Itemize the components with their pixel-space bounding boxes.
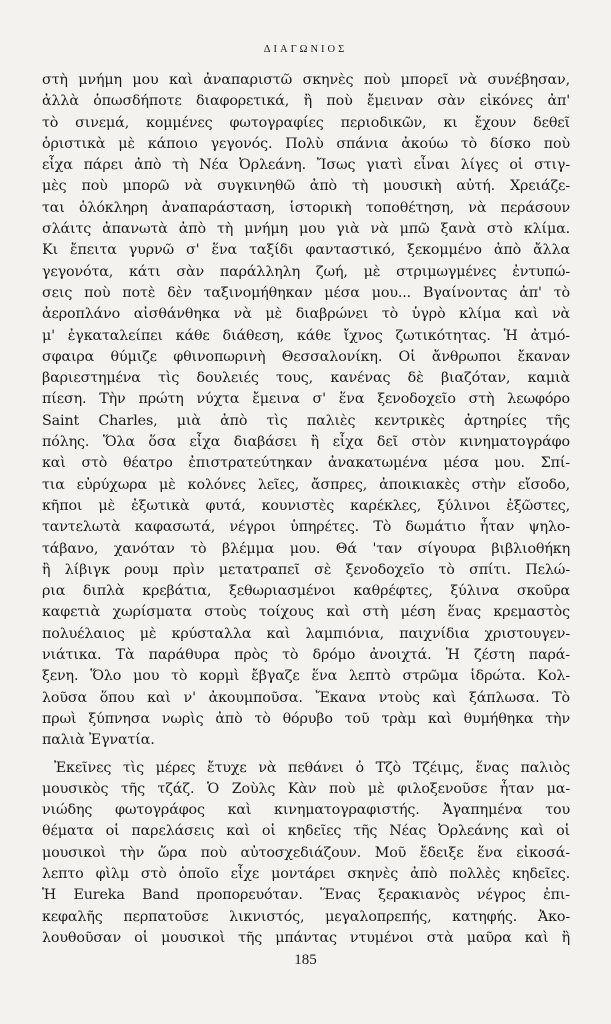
text-line: νιάτικα. Τὰ παράθυρα πρὸς τὸ δρόμο ἀνοιχτά. Ἡ ζέστη παρά- [42,647,570,664]
text-line: τια εὐρύχωρα μὲ κολόνες λεῖες, ἄσπρες, ἀποικιακὲς στὴν εἴσοδο, [42,476,570,493]
text-line: βαριεστημένα τὶς δουλειές τους, κανένας δὲ βιαζόταν, καμιὰ [42,370,570,387]
text-line: παλιὰ Ἐγνατία. [42,732,155,749]
text-line: ξενη. Ὅλο μου τὸ κορμὶ ἔβγαζε ἕνα λεπτὸ στρῶμα ἱδρώτα. Κολ- [42,668,570,685]
text-line: ἢ λίβιγκ ρουμ πρὶν μετατραπεῖ σὲ ξενοδοχεῖο τὸ σπίτι. Πελώ- [42,561,570,578]
text-line: νιώδης φωτογράφος καὶ κινηματογραφιστής. Ἀγαπημένα του [42,802,570,819]
text-line: λεπτο φὶλμ στὸ ὁποῖο εἶχε μοντάρει σκηνὲς ἀπὸ πολλὲς κηδεῖες. [42,865,570,882]
text-line: εἶχα πάρει ἀπὸ τὴ Νέα Ὀρλεάνη. Ἴσως γιατὶ εἶναι λίγες οἱ στιγ- [42,157,570,174]
text-line: ρια διπλὰ κρεβάτια, ξεθωριασμένοι καθρέφτες, ξύλινα σκοῦρα [42,583,570,600]
text-line: θέματα οἱ παρελάσεις καὶ οἱ κηδεῖες τῆς Νέας Ὀρλεάνης καὶ οἱ [42,823,570,840]
text-line: ταντελωτὰ καφασωτά, νέγροι ὑπηρέτες. Τὸ δωμάτιο ἦταν ψηλο- [42,519,570,536]
running-title: ΔΙΑΓΩΝΙΟΣ [263,44,348,55]
text-line: γεγονότα, κάτι σὰν παράλληλη ζωή, μὲ στριμωγμένες ἐντυπώ- [42,263,570,280]
text-line: σφαιρα θύμιζε φθινοπωρινὴ Θεσσαλονίκη. Οἱ ἄνθρωποι ἔκαναν [42,348,570,365]
text-line: λουθοῦσαν οἱ μουσικοὶ τῆς μπάντας ντυμένοι στὰ μαῦρα καὶ ἢ [42,929,570,946]
text-line: καὶ στὸ θέατρο ἐπιστρατεύτηκαν ἀνακατωμένα μέσα μου. Σπί- [42,455,570,472]
text-line: πολυέλαιος μὲ κρύσταλλα καὶ λαμπιόνια, παιχνίδια χριστουγεν- [42,625,570,642]
text-line: καφετιὰ χωρίσματα στοὺς τοίχους καὶ στὴ μέση ἕνας κρεμαστὸς [42,604,570,621]
paragraph-1 [42,70,570,752]
text-line: κεφαλῆς περπατοῦσε λικνιστός, μεγαλοπρεπής, κατηφής. Ἀκο- [42,908,570,925]
paragraph-2 [42,758,570,950]
text-line: τάβανο, χανόταν τὸ βλέμμα μου. Θά 'ταν σίγουρα βιβλιοθήκη [42,540,570,557]
text-line: ἀεροπλάνο αἰσθάνθηκα νὰ μὲ διαβρώνει τὸ ὑγρὸ κλίμα καὶ νὰ [42,306,570,323]
text-line: μουσικοὶ τὴν ὥρα ποὺ αὐτοσχεδιάζουν. Μοῦ ἔδειξε ἕνα εἰκοσά- [42,844,570,861]
text-line: στὴ μνήμη μου καὶ ἀναπαριστῶ σκηνὲς ποὺ μπορεῖ νὰ συνέβησαν, [42,72,570,88]
text-line: μουσικὸς τῆς τζάζ. Ὁ Ζοὺλς Κὰν ποὺ μὲ φιλοξενοῦσε ἦταν μα- [42,780,570,797]
text-line: σεις ποὺ ποτὲ δὲν ταξινομήθηκαν μέσα μου... Βγαίνοντας ἀπ' τὸ [42,284,570,301]
text-line: πίεση. Τὴν πρώτη νύχτα ἔμεινα σ' ἕνα ξενοδοχεῖο στὴ λεωφόρο [42,391,570,408]
text-line: μὲς ποὺ μπορῶ νὰ συγκινηθῶ ἀπὸ τὴ μουσικὴ αὐτή. Χρειάζε- [42,178,570,195]
text-line: Κι ἔπειτα γυρνῶ σ' ἕνα ταξίδι φανταστικό, ξεκομμένο ἀπὸ ἄλλα [42,242,570,259]
text-line: κῆποι μὲ ἐξωτικὰ φυτά, κουνιστὲς καρέκλες, ξύλινοι ἐξῶστες, [42,497,570,514]
page-number: 185 [294,952,317,968]
text-line: πόλης. Ὅλα ὅσα εἶχα διαβάσει ἢ εἶχα δεῖ στὸν κινηματογράφο [42,434,570,451]
text-line: σλάιτς ἀπανωτὰ ἀπὸ τὴ μνήμη μου γιὰ νὰ μπῶ ξανὰ στὸ κλίμα. [42,221,570,238]
body-text [42,70,570,949]
text-line: Ἐκεῖνες τὶς μέρες ἔτυχε νὰ πεθάνει ὁ Τζὸ Τζέιμς, ἕνας παλιὸς [54,759,570,776]
text-line: ὁριστικὰ μὲ κάποιο γεγονός. Πολὺ σπάνια ἀκούω τὸ δίσκο ποὺ [42,135,570,152]
text-line: τὸ σινεμά, κομμένες φωτογραφίες περιοδικῶν, κι ἔχουν δεθεῖ [42,114,570,131]
text-line: ται ὁλόκληρη ἀναπαράσταση, ἱστορικὴ τοποθέτηση, νὰ περάσουν [42,199,570,216]
text-line: πρωὶ ξύπνησα νωρὶς ἀπὸ τὸ θόρυβο τοῦ τρὰμ καὶ θυμήθηκα τὴν [42,710,570,727]
text-line: λοῦσα ὅπου καὶ ν' ἀκουμποῦσα. Ἔκανα ντοὺς καὶ ξάπλωσα. Τὸ [42,689,570,706]
text-line: Ἡ Eureka Band προπορευόταν. Ἕνας ξερακιανὸς νέγρος ἐπι- [42,887,570,904]
text-line: μ' ἐγκαταλείπει κάθε διάθεση, κάθε ἴχνος ζωτικότητας. Ἡ ἀτμό- [42,327,570,344]
text-line: ἀλλὰ ὁπωσδήποτε διαφορετικά, ἢ ποὺ ἔμειναν σὰν εἰκόνες ἀπ' [42,93,570,110]
text-line: Saint Charles, μιὰ ἀπὸ τὶς παλιὲς κεντρικὲς ἀρτηρίες τῆς [42,412,570,429]
